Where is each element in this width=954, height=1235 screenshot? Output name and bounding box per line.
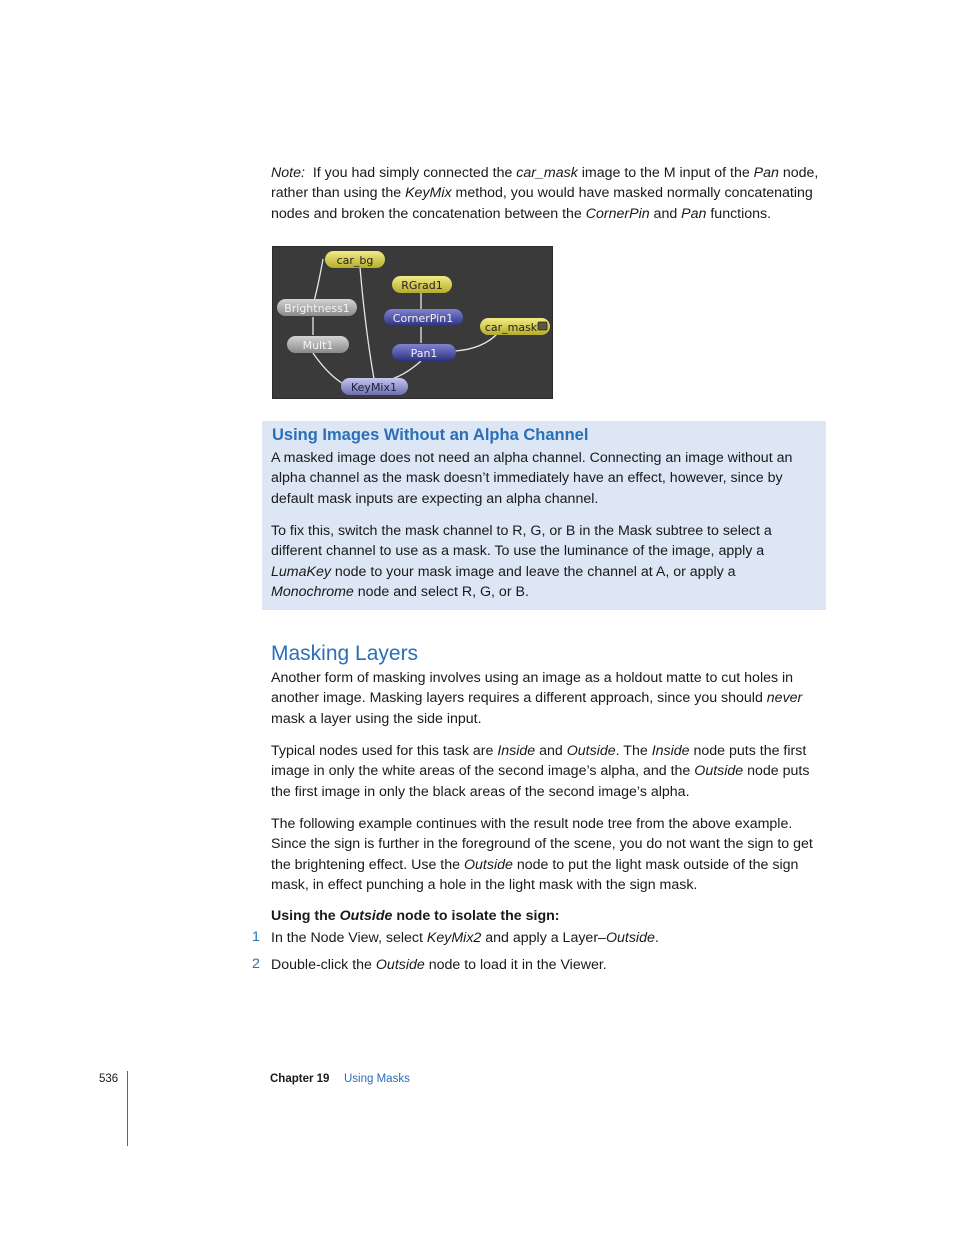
node-label: Pan1: [410, 347, 438, 360]
node-label: Mult1: [302, 339, 334, 352]
text-run: node puts the first image in only the black areas of the second image’s alpha.: [271, 763, 810, 800]
node-car-mask: [480, 318, 550, 335]
node-label: CornerPin1: [392, 312, 454, 325]
text-run: never: [766, 690, 803, 707]
connector-mult-keymix: [313, 353, 345, 385]
footer-rule: [127, 1071, 128, 1146]
text-run: node to load it in the Viewer.: [424, 957, 607, 973]
text-run: and apply a Layer–: [481, 930, 606, 946]
sidebar-title: Using Images Without an Alpha Channel: [272, 426, 589, 444]
step-text: [271, 955, 607, 975]
text-run: . The: [615, 743, 652, 759]
text-run: CornerPin: [585, 205, 650, 222]
text-run: KeyMix: [405, 185, 452, 202]
section-paragraph-3: [271, 814, 816, 896]
connector-carbg-brightness: [313, 259, 323, 305]
text-run: Another form of masking involves using an image as a holdout matte to cut holes in another image. Masking layers requires a different approach, since you should: [271, 670, 794, 707]
text-run: Typical nodes used for this task are: [271, 743, 498, 759]
text-run: car_mask: [516, 165, 578, 181]
text-run: node to put the light mask outside of the sign mask, in effect punching a hole in the light mask with the sign mask.: [271, 856, 799, 894]
text-run: Inside: [497, 743, 536, 759]
text-run: .: [654, 930, 659, 946]
text-run: LumaKey: [271, 563, 331, 580]
node-graph: [273, 247, 552, 398]
text-run: image to the M input of the: [577, 165, 754, 181]
image-thumbnail-icon: [538, 322, 547, 330]
node-label: car_bg: [336, 254, 374, 267]
text-run: node puts the first image in only the white areas of the second image’s alpha, and the: [271, 743, 807, 780]
text-run: node to your mask image and leave the channel at A, or apply a: [330, 563, 736, 580]
text-run: Inside: [651, 743, 690, 759]
step-text: [271, 928, 659, 948]
text-run: node and select R, G, or B.: [353, 584, 529, 601]
text-run: The following example continues with the result node tree from the above example. Since the sign is further in the foreground of the scene, you do not want the sign to get the brightening effect. Use the: [271, 816, 813, 873]
note-label: Note:: [271, 165, 305, 181]
node-rgrad1: [392, 276, 452, 293]
page-number: 536: [99, 1073, 119, 1085]
text-run: node to isolate the sign:: [392, 908, 560, 924]
note-paragraph: [271, 163, 827, 224]
section-paragraph-1: [271, 668, 816, 729]
text-run: and: [649, 205, 682, 222]
text-run: node, rather than using the: [271, 165, 819, 202]
node-car-bg: [325, 251, 385, 268]
text-run: If you had simply connected the: [312, 165, 517, 181]
text-run: Outside: [566, 743, 616, 759]
node-view-screenshot: [272, 246, 553, 399]
node-label: Brightness1: [284, 302, 350, 315]
text-run: Outside: [694, 763, 744, 780]
chapter-label: Chapter 19: [270, 1073, 330, 1085]
node-label: car_mask: [484, 321, 538, 334]
node-keymix1: [341, 378, 408, 395]
section-title: Masking Layers: [271, 642, 419, 665]
text-run: To fix this, switch the mask channel to R, G, or B in the Mask subtree to select a different channel to use as a mask. To use the luminance of the image, apply a: [271, 523, 772, 560]
text-run: Double-click the: [271, 957, 376, 973]
procedure-title: [271, 908, 560, 924]
text-run: functions.: [706, 205, 772, 222]
text-run: Pan: [753, 165, 779, 181]
sidebar-paragraph-1: A masked image does not need an alpha channel. Connecting an image without an alpha channel as the mask doesn’t immediately have an effect, however, since by default mask inputs are expecting an alpha channel.: [271, 450, 793, 507]
text-run: Using the: [271, 908, 340, 924]
node-pan1: [392, 344, 456, 361]
connector-carbg-keymix: [360, 267, 374, 379]
text-run: Outside: [339, 908, 393, 924]
text-run: mask a layer using the side input.: [271, 710, 482, 727]
text-run: and: [535, 743, 567, 759]
node-mult1: [287, 336, 349, 353]
step-number: 2: [252, 956, 260, 972]
node-label: RGrad1: [401, 279, 443, 292]
chapter-title: Using Masks: [344, 1073, 410, 1085]
text-run: Outside: [605, 930, 655, 946]
text-run: Outside: [375, 957, 425, 973]
connector-pan-carmask: [455, 333, 498, 351]
node-brightness1: [277, 299, 357, 316]
step-number: 1: [252, 929, 260, 945]
text-run: Monochrome: [271, 584, 354, 601]
text-run: In the Node View, select: [271, 930, 427, 946]
text-run: Outside: [463, 856, 513, 873]
section-paragraph-2: [271, 741, 821, 802]
node-cornerpin1: [384, 309, 463, 326]
node-label: KeyMix1: [351, 381, 397, 394]
text-run: method, you would have masked normally concatenating nodes and broken the concatenation between the: [271, 185, 813, 222]
text-run: KeyMix2: [426, 930, 482, 946]
sidebar-paragraph-2: [271, 521, 811, 603]
text-run: Pan: [681, 205, 707, 222]
